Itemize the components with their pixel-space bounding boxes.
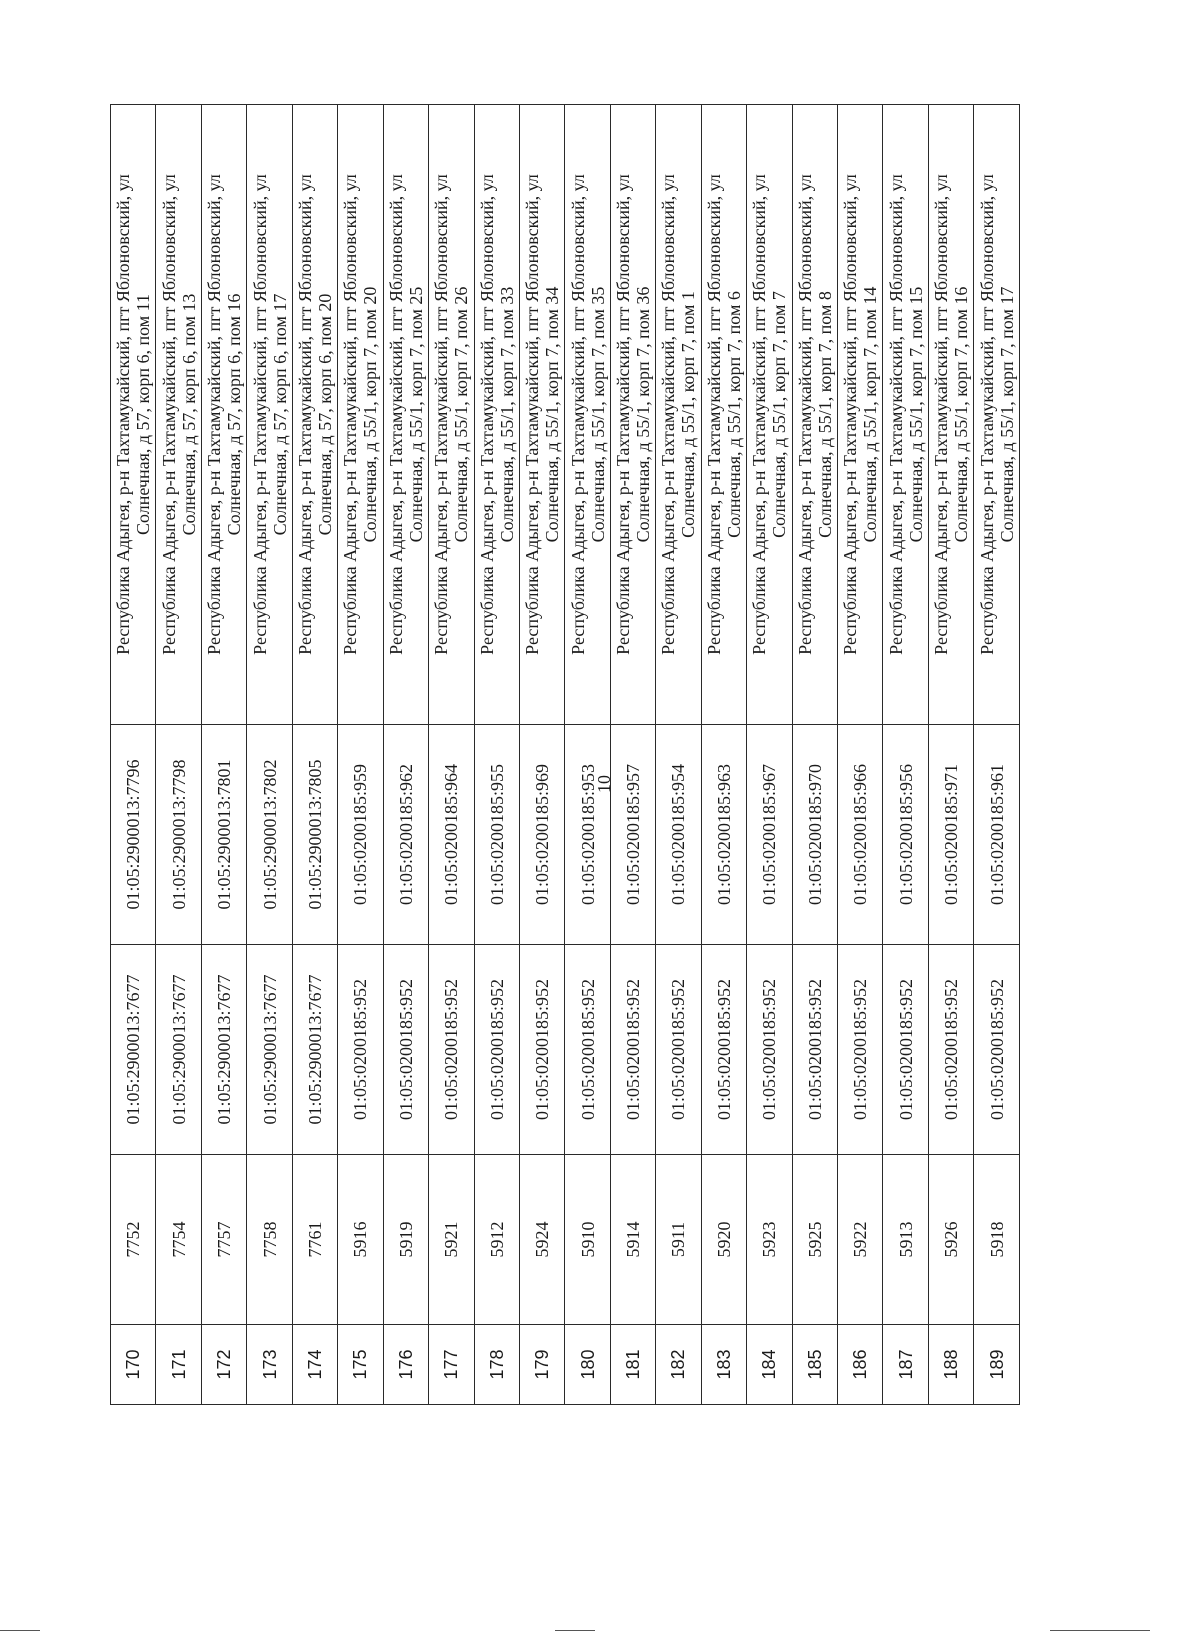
- object-code: 5923: [747, 1155, 792, 1325]
- parent-cadastral-number: 01:05:0200185:952: [610, 945, 655, 1155]
- object-code: 5921: [429, 1155, 474, 1325]
- address-line-1: Республика Адыгея, р-н Тахтамукайский, пгт Яблоновский, ул: [567, 174, 588, 655]
- row-number: 184: [747, 1325, 792, 1405]
- row-number: 181: [610, 1325, 655, 1405]
- address-cell: [156, 105, 201, 725]
- object-code: 5922: [838, 1155, 883, 1325]
- row-number: 172: [201, 1325, 246, 1405]
- address-line-2: Солнечная, д 55/1, корп 7, пом 35: [587, 286, 608, 543]
- parent-cadastral-number: 01:05:0200185:952: [656, 945, 701, 1155]
- row-number: 183: [701, 1325, 746, 1405]
- address-line-1: Республика Адыгея, р-н Тахтамукайский, пгт Яблоновский, ул: [476, 174, 497, 655]
- row-number: 170: [111, 1325, 156, 1405]
- address-line-1: Республика Адыгея, р-н Тахтамукайский, пгт Яблоновский, ул: [658, 174, 679, 655]
- address-cell: [111, 105, 156, 725]
- object-code: 7752: [111, 1155, 156, 1325]
- address-line-1: Республика Адыгея, р-н Тахтамукайский, пгт Яблоновский, ул: [840, 174, 861, 655]
- address-line-2: Солнечная, д 55/1, корп 7, пом 14: [860, 286, 881, 543]
- cadastral-number: 01:05:2900013:7796: [111, 725, 156, 945]
- object-code: 7754: [156, 1155, 201, 1325]
- cadastral-number: 01:05:0200185:962: [383, 725, 428, 945]
- address-line-1: Республика Адыгея, р-н Тахтамукайский, пгт Яблоновский, ул: [385, 174, 406, 655]
- parent-cadastral-number: 01:05:2900013:7677: [156, 945, 201, 1155]
- table-row: [292, 105, 337, 1405]
- cadastral-number: 01:05:2900013:7805: [292, 725, 337, 945]
- address-cell: [610, 105, 655, 725]
- parent-cadastral-number: 01:05:0200185:952: [838, 945, 883, 1155]
- cadastral-number: 01:05:0200185:970: [792, 725, 837, 945]
- object-code: 5910: [565, 1155, 610, 1325]
- address-line-2: Солнечная, д 55/1, корп 7, пом 15: [905, 286, 926, 543]
- table-row: [656, 105, 701, 1405]
- address-cell: [747, 105, 792, 725]
- address-line-2: Солнечная, д 55/1, корп 7, пом 17: [996, 286, 1017, 543]
- object-code: 5920: [701, 1155, 746, 1325]
- table-row: [383, 105, 428, 1405]
- object-code: 5916: [338, 1155, 383, 1325]
- cadastral-number: 01:05:0200185:953: [565, 725, 610, 945]
- address-line-2: Солнечная, д 57, корп 6, пом 16: [224, 293, 245, 536]
- address-cell: [792, 105, 837, 725]
- parent-cadastral-number: 01:05:0200185:952: [928, 945, 973, 1155]
- address-line-2: Солнечная, д 55/1, корп 7, пом 33: [496, 286, 517, 543]
- address-cell: [974, 105, 1020, 725]
- row-number: 180: [565, 1325, 610, 1405]
- parent-cadastral-number: 01:05:0200185:952: [429, 945, 474, 1155]
- address-line-2: Солнечная, д 57, корп 6, пом 20: [314, 293, 335, 536]
- address-cell: [838, 105, 883, 725]
- parent-cadastral-number: 01:05:0200185:952: [747, 945, 792, 1155]
- row-number: 188: [928, 1325, 973, 1405]
- object-code: 5914: [610, 1155, 655, 1325]
- table-row: [338, 105, 383, 1405]
- address-cell: [519, 105, 564, 725]
- cadastral-number: 01:05:0200185:963: [701, 725, 746, 945]
- address-line-1: Республика Адыгея, р-н Тахтамукайский, пгт Яблоновский, ул: [340, 174, 361, 655]
- parent-cadastral-number: 01:05:0200185:952: [338, 945, 383, 1155]
- address-line-2: Солнечная, д 57, корп 6, пом 11: [133, 294, 154, 536]
- row-number: 187: [883, 1325, 928, 1405]
- object-code: 7757: [201, 1155, 246, 1325]
- table-row: [565, 105, 610, 1405]
- parent-cadastral-number: 01:05:2900013:7677: [201, 945, 246, 1155]
- scan-edge-marks: [0, 1630, 1200, 1632]
- address-line-1: Республика Адыгея, р-н Тахтамукайский, пгт Яблоновский, ул: [749, 174, 770, 655]
- address-cell: [292, 105, 337, 725]
- table-row: [519, 105, 564, 1405]
- parent-cadastral-number: 01:05:0200185:952: [883, 945, 928, 1155]
- object-code: 5925: [792, 1155, 837, 1325]
- parent-cadastral-number: 01:05:2900013:7677: [292, 945, 337, 1155]
- address-cell: [338, 105, 383, 725]
- table-row: [111, 105, 156, 1405]
- registry-table: [110, 104, 1020, 1405]
- parent-cadastral-number: 01:05:0200185:952: [565, 945, 610, 1155]
- cadastral-number: 01:05:0200185:955: [474, 725, 519, 945]
- object-code: 7761: [292, 1155, 337, 1325]
- address-cell: [383, 105, 428, 725]
- address-cell: [883, 105, 928, 725]
- cadastral-number: 01:05:0200185:969: [519, 725, 564, 945]
- object-code: 7758: [247, 1155, 292, 1325]
- address-line-2: Солнечная, д 55/1, корп 7, пом 26: [451, 286, 472, 543]
- address-line-2: Солнечная, д 55/1, корп 7, пом 36: [633, 286, 654, 543]
- object-code: 5926: [928, 1155, 973, 1325]
- address-cell: [565, 105, 610, 725]
- parent-cadastral-number: 01:05:0200185:952: [792, 945, 837, 1155]
- cadastral-number: 01:05:2900013:7801: [201, 725, 246, 945]
- table-row: [247, 105, 292, 1405]
- table-row: [201, 105, 246, 1405]
- address-line-1: Республика Адыгея, р-н Тахтамукайский, пгт Яблоновский, ул: [249, 174, 270, 655]
- cadastral-number: 01:05:0200185:956: [883, 725, 928, 945]
- address-line-2: Солнечная, д 55/1, корп 7, пом 25: [405, 286, 426, 543]
- object-code: 5913: [883, 1155, 928, 1325]
- address-line-1: Республика Адыгея, р-н Тахтамукайский, пгт Яблоновский, ул: [522, 174, 543, 655]
- row-number: 178: [474, 1325, 519, 1405]
- address-line-1: Республика Адыгея, р-н Тахтамукайский, пгт Яблоновский, ул: [794, 174, 815, 655]
- address-line-2: Солнечная, д 57, корп 6, пом 17: [269, 293, 290, 536]
- row-number: 186: [838, 1325, 883, 1405]
- cadastral-number: 01:05:0200185:959: [338, 725, 383, 945]
- table-row: [610, 105, 655, 1405]
- page-number: 10: [594, 775, 614, 793]
- row-number: 176: [383, 1325, 428, 1405]
- address-line-1: Республика Адыгея, р-н Тахтамукайский, пгт Яблоновский, ул: [931, 174, 952, 655]
- address-line-1: Республика Адыгея, р-н Тахтамукайский, пгт Яблоновский, ул: [885, 174, 906, 655]
- table-row: [928, 105, 973, 1405]
- address-line-2: Солнечная, д 55/1, корп 7, пом 8: [814, 291, 835, 538]
- address-line-2: Солнечная, д 55/1, корп 7, пом 34: [542, 286, 563, 543]
- table-row: [792, 105, 837, 1405]
- address-line-2: Солнечная, д 55/1, корп 7, пом 16: [951, 286, 972, 543]
- address-line-2: Солнечная, д 55/1, корп 7, пом 7: [769, 291, 790, 538]
- parent-cadastral-number: 01:05:0200185:952: [701, 945, 746, 1155]
- cadastral-number: 01:05:0200185:954: [656, 725, 701, 945]
- address-cell: [656, 105, 701, 725]
- row-number: 189: [974, 1325, 1020, 1405]
- row-number: 174: [292, 1325, 337, 1405]
- parent-cadastral-number: 01:05:0200185:952: [519, 945, 564, 1155]
- rotated-table-wrapper: [110, 105, 1020, 1405]
- object-code: 5918: [974, 1155, 1020, 1325]
- address-line-1: Республика Адыгея, р-н Тахтамукайский, пгт Яблоновский, ул: [294, 174, 315, 655]
- parent-cadastral-number: 01:05:0200185:952: [474, 945, 519, 1155]
- table-row: [474, 105, 519, 1405]
- parent-cadastral-number: 01:05:2900013:7677: [111, 945, 156, 1155]
- address-cell: [201, 105, 246, 725]
- address-line-1: Республика Адыгея, р-н Тахтамукайский, пгт Яблоновский, ул: [204, 174, 225, 655]
- object-code: 5912: [474, 1155, 519, 1325]
- row-number: 173: [247, 1325, 292, 1405]
- parent-cadastral-number: 01:05:0200185:952: [383, 945, 428, 1155]
- row-number: 179: [519, 1325, 564, 1405]
- address-cell: [474, 105, 519, 725]
- cadastral-number: 01:05:0200185:961: [974, 725, 1020, 945]
- cadastral-number: 01:05:0200185:971: [928, 725, 973, 945]
- address-cell: [429, 105, 474, 725]
- row-number: 175: [338, 1325, 383, 1405]
- table-row: [429, 105, 474, 1405]
- cadastral-number: 01:05:0200185:967: [747, 725, 792, 945]
- address-line-2: Солнечная, д 57, корп 6, пом 13: [178, 293, 199, 536]
- address-line-2: Солнечная, д 55/1, корп 7, пом 6: [723, 291, 744, 538]
- address-line-2: Солнечная, д 55/1, корп 7, пом 20: [360, 286, 381, 543]
- address-cell: [928, 105, 973, 725]
- object-code: 5924: [519, 1155, 564, 1325]
- object-code: 5911: [656, 1155, 701, 1325]
- address-cell: [247, 105, 292, 725]
- address-line-1: Республика Адыгея, р-н Тахтамукайский, пгт Яблоновский, ул: [613, 174, 634, 655]
- table-row: [883, 105, 928, 1405]
- address-line-1: Республика Адыгея, р-н Тахтамукайский, пгт Яблоновский, ул: [976, 174, 997, 655]
- registry-table-body: [111, 105, 1020, 1405]
- address-line-2: Солнечная, д 55/1, корп 7, пом 1: [678, 291, 699, 538]
- address-line-1: Республика Адыгея, р-н Тахтамукайский, пгт Яблоновский, ул: [113, 174, 134, 655]
- table-row: [156, 105, 201, 1405]
- cadastral-number: 01:05:0200185:964: [429, 725, 474, 945]
- parent-cadastral-number: 01:05:0200185:952: [974, 945, 1020, 1155]
- address-line-1: Республика Адыгея, р-н Тахтамукайский, пгт Яблоновский, ул: [431, 174, 452, 655]
- parent-cadastral-number: 01:05:2900013:7677: [247, 945, 292, 1155]
- row-number: 182: [656, 1325, 701, 1405]
- table-row: [838, 105, 883, 1405]
- cadastral-number: 01:05:0200185:957: [610, 725, 655, 945]
- cadastral-number: 01:05:2900013:7802: [247, 725, 292, 945]
- object-code: 5919: [383, 1155, 428, 1325]
- row-number: 185: [792, 1325, 837, 1405]
- table-row: [974, 105, 1020, 1405]
- address-line-1: Республика Адыгея, р-н Тахтамукайский, пгт Яблоновский, ул: [158, 174, 179, 655]
- table-row: [701, 105, 746, 1405]
- cadastral-number: 01:05:2900013:7798: [156, 725, 201, 945]
- table-row: [747, 105, 792, 1405]
- row-number: 171: [156, 1325, 201, 1405]
- cadastral-number: 01:05:0200185:966: [838, 725, 883, 945]
- row-number: 177: [429, 1325, 474, 1405]
- address-line-1: Республика Адыгея, р-н Тахтамукайский, пгт Яблоновский, ул: [703, 174, 724, 655]
- address-cell: [701, 105, 746, 725]
